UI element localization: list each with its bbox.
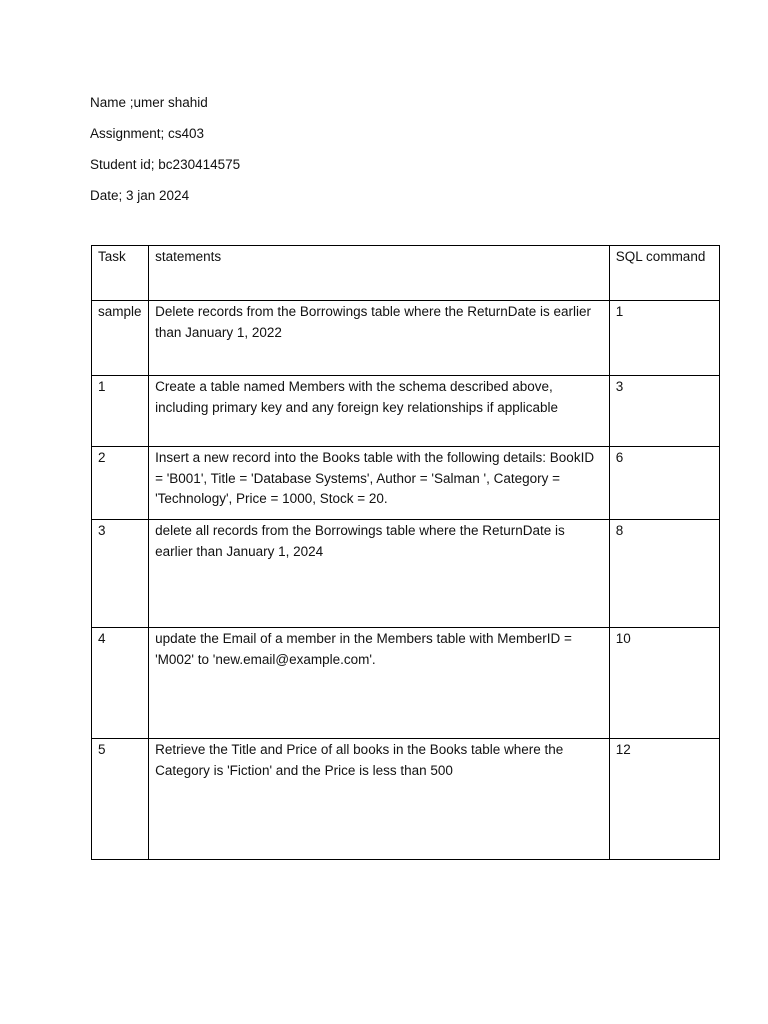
statement-cell: update the Email of a member in the Members table with MemberID = 'M002' to 'new.email@example.com'. xyxy=(149,628,610,739)
statement-cell: Create a table named Members with the schema described above, including primary key and any foreign key relationships if applicable xyxy=(149,376,610,447)
task-table-wrapper xyxy=(91,245,720,860)
column-header-sql-command: SQL command xyxy=(609,246,719,301)
table-row xyxy=(92,628,720,739)
table-row xyxy=(92,739,720,860)
column-header-task: Task xyxy=(92,246,149,301)
task-cell: 3 xyxy=(92,520,149,628)
sql-command-cell: 8 xyxy=(609,520,719,628)
student-id-line: Student id; bc230414575 xyxy=(90,157,241,172)
task-cell: 4 xyxy=(92,628,149,739)
table-row xyxy=(92,447,720,520)
student-name-line: Name ;umer shahid xyxy=(90,95,208,110)
sql-command-cell: 10 xyxy=(609,628,719,739)
date-line: Date; 3 jan 2024 xyxy=(90,188,190,203)
table-row xyxy=(92,301,720,376)
statement-cell: Insert a new record into the Books table with the following details: BookID = 'B001', Title = 'Database Systems', Author = 'Salman ', Category = 'Technology', Price = 1000, Stock = 20. xyxy=(149,447,610,520)
sql-command-cell: 12 xyxy=(609,739,719,860)
sql-command-cell: 6 xyxy=(609,447,719,520)
task-cell: 2 xyxy=(92,447,149,520)
statement-cell: Delete records from the Borrowings table where the ReturnDate is earlier than January 1, 2022 xyxy=(149,301,610,376)
column-header-statements: statements xyxy=(149,246,610,301)
task-table xyxy=(91,245,720,860)
sql-command-cell: 3 xyxy=(609,376,719,447)
sql-command-cell: 1 xyxy=(609,301,719,376)
assignment-line: Assignment; cs403 xyxy=(90,126,205,141)
table-row xyxy=(92,520,720,628)
table-header-row xyxy=(92,246,720,301)
task-cell: 5 xyxy=(92,739,149,860)
statement-cell: Retrieve the Title and Price of all books in the Books table where the Category is 'Fiction' and the Price is less than 500 xyxy=(149,739,610,860)
statement-cell: delete all records from the Borrowings table where the ReturnDate is earlier than January 1, 2024 xyxy=(149,520,610,628)
task-cell: sample xyxy=(92,301,149,376)
table-row xyxy=(92,376,720,447)
task-cell: 1 xyxy=(92,376,149,447)
